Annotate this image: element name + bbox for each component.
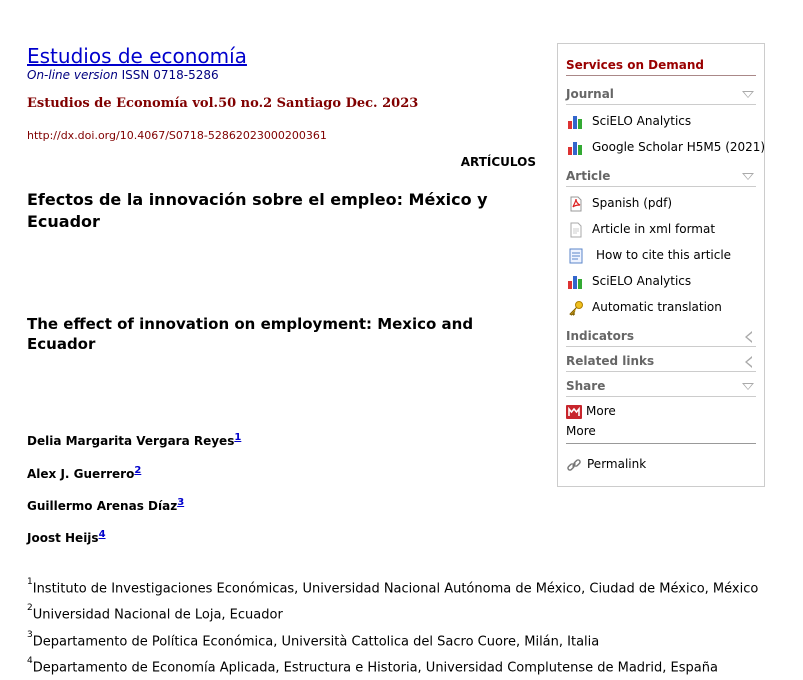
services-title: Services on Demand xyxy=(566,58,705,72)
related-links-section-toggle[interactable] xyxy=(566,353,756,372)
link-label: Google Scholar H5M5 (2021) xyxy=(592,140,766,154)
journal-section-label: Journal xyxy=(566,87,614,101)
link-icon xyxy=(566,457,582,473)
link-label: Article in xml format xyxy=(592,222,716,236)
article-section-label: Article xyxy=(566,169,611,183)
issn-line xyxy=(27,68,542,82)
author-affiliation-link[interactable]: 2 xyxy=(134,465,142,476)
permalink-divider xyxy=(566,443,756,444)
document-icon xyxy=(568,248,584,264)
share-more-link[interactable]: More xyxy=(566,424,596,438)
bar-chart-icon xyxy=(568,114,584,130)
share-section-toggle[interactable] xyxy=(566,378,756,397)
link-label: SciELO Analytics xyxy=(592,114,692,128)
share-icon xyxy=(566,404,582,420)
affiliation-item xyxy=(27,600,797,626)
article-title-spanish: Efectos de la innovación sobre el empleo: México y Ecuador xyxy=(27,190,488,231)
indicators-section-toggle[interactable] xyxy=(566,328,756,347)
issn-value: ISSN 0718-5286 xyxy=(121,68,219,82)
bar-chart-icon xyxy=(568,274,584,290)
author-affiliation-link[interactable]: 4 xyxy=(98,529,106,540)
indicators-section-label: Indicators xyxy=(566,329,634,343)
affiliation-text: Departamento de Economía Aplicada, Estructura e Historia, Universidad Complutense de Madrid, España xyxy=(32,660,718,676)
affiliation-text: Instituto de Investigaciones Económicas, Universidad Nacional Autónoma de México, Ciudad de México, México xyxy=(32,581,759,597)
affiliation-number: 4 xyxy=(27,655,33,666)
link-label: Spanish (pdf) xyxy=(592,196,673,210)
collapse-arrow-icon xyxy=(742,91,754,98)
author xyxy=(27,465,141,481)
affiliation-text: Universidad Nacional de Loja, Ecuador xyxy=(32,607,283,623)
expand-arrow-icon xyxy=(745,331,752,343)
bar-chart-icon xyxy=(568,140,584,156)
expand-arrow-icon xyxy=(745,356,752,368)
author-name: Joost Heijs xyxy=(27,531,99,545)
share-section-label: Share xyxy=(566,379,606,393)
link-label: Permalink xyxy=(587,457,647,471)
link-label: More xyxy=(586,404,616,418)
author xyxy=(27,529,106,545)
affiliation-item xyxy=(27,627,797,653)
section-label: ARTÍCULOS xyxy=(460,155,536,169)
affiliations-list xyxy=(27,574,797,679)
related-links-section-label: Related links xyxy=(566,354,655,368)
collapse-arrow-icon xyxy=(742,173,754,180)
link-label: Automatic translation xyxy=(592,300,722,314)
issue-info: Estudios de Economía vol.50 no.2 Santiago Dec. 2023 xyxy=(27,96,419,111)
link-label: SciELO Analytics xyxy=(592,274,692,288)
link-label: How to cite this article xyxy=(596,248,732,262)
article-title-english: The effect of innovation on employment: Mexico and Ecuador xyxy=(27,315,474,353)
affiliation-number: 1 xyxy=(27,577,33,587)
author-name: Guillermo Arenas Díaz xyxy=(27,499,178,513)
affiliation-number: 3 xyxy=(27,629,33,640)
affiliation-item xyxy=(27,653,797,679)
author-name: Alex J. Guerrero xyxy=(27,467,135,481)
affiliation-text: Departamento de Política Económica, Università Cattolica del Sacro Cuore, Milán, Italia xyxy=(32,633,600,649)
author-name: Delia Margarita Vergara Reyes xyxy=(27,434,235,448)
article-section-toggle[interactable] xyxy=(566,168,756,187)
author-affiliation-link[interactable]: 1 xyxy=(234,432,242,443)
journal-section-toggle[interactable] xyxy=(566,86,756,105)
author xyxy=(27,497,184,513)
pdf-icon xyxy=(568,196,584,212)
author xyxy=(27,432,241,448)
services-divider xyxy=(566,75,756,76)
xml-icon xyxy=(568,222,584,238)
author-affiliation-link[interactable]: 3 xyxy=(177,497,185,508)
doi-link[interactable]: http://dx.doi.org/10.4067/S0718-52862023000200361 xyxy=(27,129,327,142)
key-icon xyxy=(568,300,584,316)
online-version-label: On-line version xyxy=(27,68,118,82)
article-header xyxy=(27,44,542,545)
services-sidebar xyxy=(557,43,765,487)
affiliation-item xyxy=(27,574,797,600)
affiliation-number: 2 xyxy=(27,603,33,614)
journal-title-link[interactable]: Estudios de economía xyxy=(27,44,247,68)
collapse-arrow-icon xyxy=(742,383,754,390)
